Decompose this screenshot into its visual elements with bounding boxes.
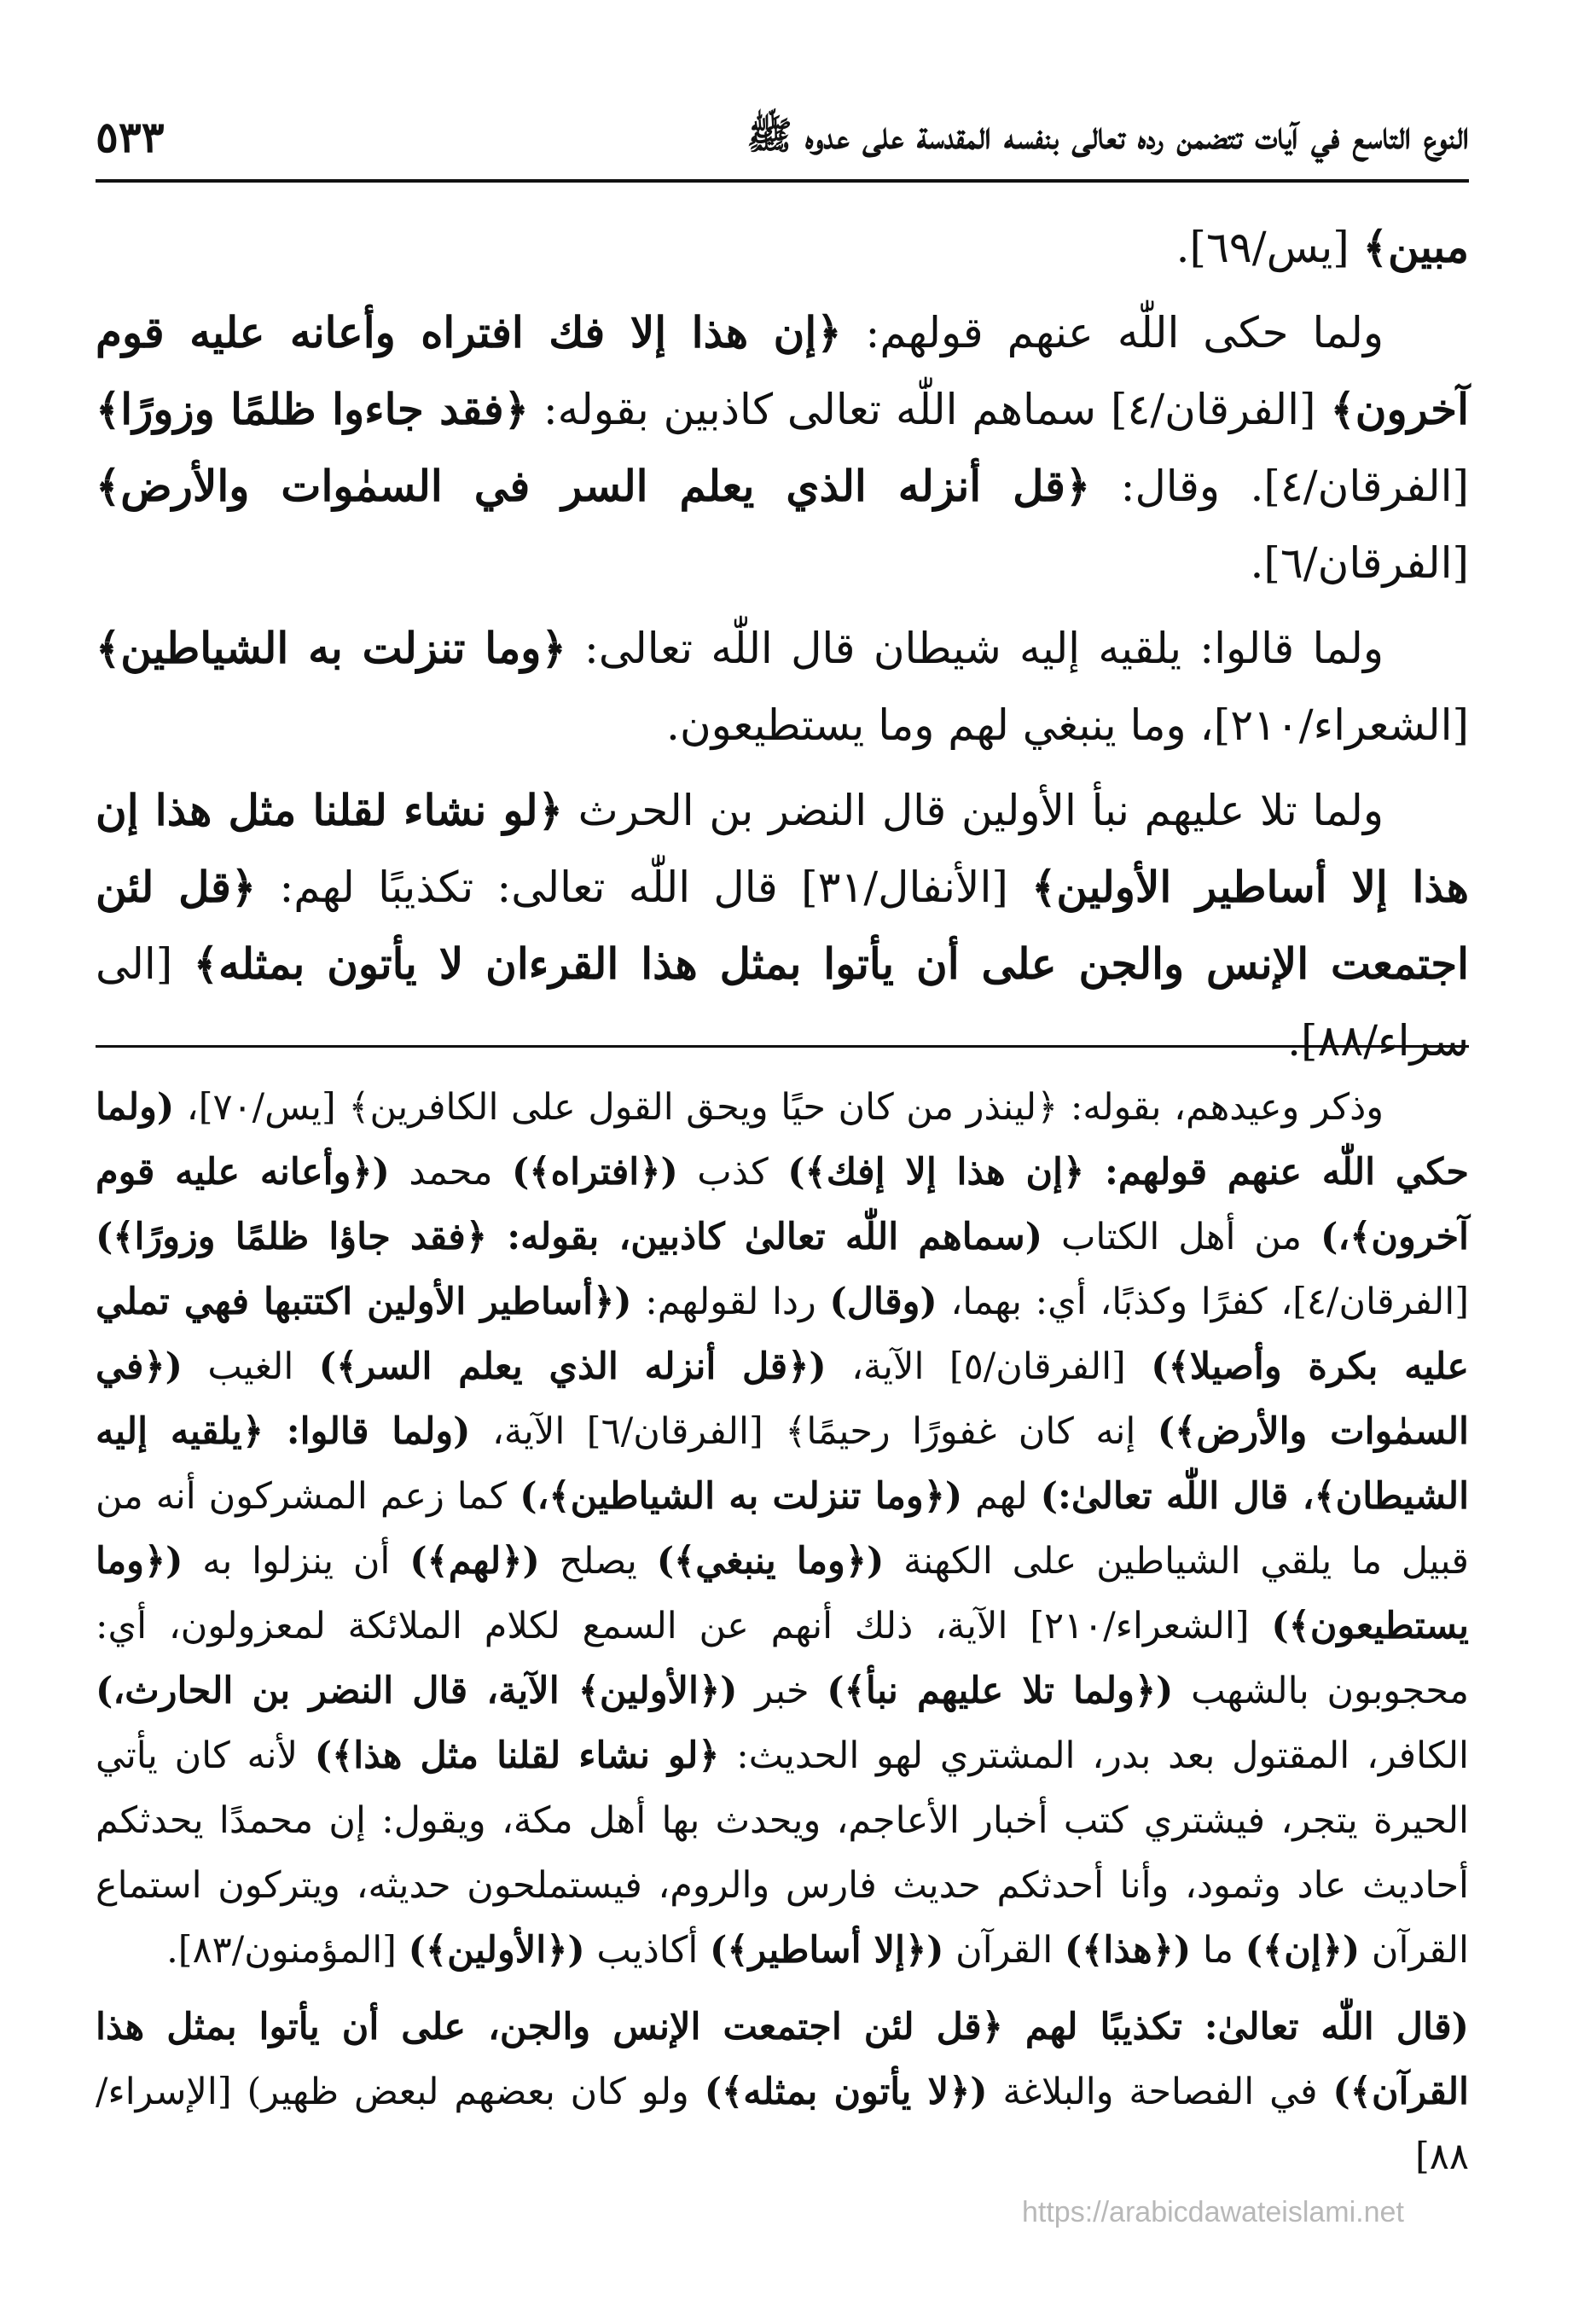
quran-quote: ﴿قل أنزله الذي يعلم السر في السمٰوات والأرض﴾ [96, 461, 1091, 511]
page-header [96, 102, 1469, 171]
quran-quote: (﴿الأولين﴾ الآية، قال النضر بن الحارث،) [96, 1670, 738, 1712]
quran-quote: (﴿وأعانه عليه قوم آخرون﴾،) [96, 1151, 1469, 1258]
quran-quote: (﴿وما تنزلت به الشياطين﴾،) [519, 1475, 963, 1518]
text-segment: [يس/٦٩]. [1175, 223, 1363, 272]
footnote-divider [96, 1045, 1469, 1048]
quran-quote: (ولما حكي اللّٰه عنهم قولهم: ﴿إن هذا إلا إفك﴾) [96, 1086, 1470, 1194]
header-divider [96, 179, 1469, 183]
text-segment: كما زعم المشركون أنه من قبيل ما يلقي الشياطين على الكهنة [96, 1475, 1469, 1583]
quran-quote: (وقال) [829, 1281, 937, 1323]
quran-quote: مبين﴾ [1362, 222, 1469, 272]
text-segment: خبر [737, 1670, 827, 1712]
text-segment: القرآن [943, 1929, 1065, 1972]
text-segment: [الشعراء/٢١٠]، وما ينبغي لهم وما يستطيعون. [666, 700, 1469, 750]
text-segment: أكاذيب [584, 1929, 710, 1972]
text-segment: [يس/٧٠]، [174, 1086, 349, 1129]
commentary-paragraph [96, 1995, 1469, 2189]
quran-quote: (﴿افتراه﴾) [512, 1151, 678, 1194]
text-segment: ردا لقولهم: [631, 1281, 830, 1323]
quran-quote: (ولما قالوا: ﴿يلقيه إليه الشيطان﴾، قال اللّٰه تعالىٰ:) [96, 1410, 1470, 1518]
text-segment: [الفرقان/٤] سماهم اللّٰه تعالى كاذبين بقوله: [528, 385, 1331, 434]
text-segment: وذكر وعيدهم، بقوله: [1058, 1086, 1384, 1129]
text-segment: لهم [962, 1475, 1041, 1518]
quran-quote: (﴿ولما تلا عليهم نبأ﴾) [827, 1670, 1174, 1712]
quran-quote: (﴿الأولين﴾) [408, 1929, 585, 1972]
quran-quote: (﴿في السمٰوات والأرض﴾) [96, 1345, 1469, 1453]
quran-quote: ﴿قل لئن اجتمعت الإنس والجن على أن يأتوا بمثل هذا القرءان لا يأتون بمثله﴾ [96, 862, 1470, 989]
quran-quote: (قال اللّٰه تعالىٰ: تكذيبًا لهم ﴿قل لئن اجتمعت الإنس والجن، على أن يأتوا بمثل هذا القرآن﴾) [96, 2006, 1469, 2113]
quran-quote: ﴿لو نشاء لقلنا مثل هذا إن هذا إلا أساطير الأولين﴾ [96, 785, 1470, 912]
text-segment: يصلح [539, 1540, 657, 1583]
quran-quote: (﴿لهم﴾) [409, 1540, 540, 1583]
text-segment: كذب [677, 1151, 788, 1194]
quran-quote: (﴿إن﴾) [1245, 1929, 1361, 1972]
quran-quote: (﴿هذا﴾) [1064, 1929, 1192, 1972]
text-segment: محمد [389, 1151, 513, 1194]
text-segment: في الفصاحة والبلاغة [987, 2071, 1333, 2113]
text-segment: [الشعراء/٢١٠] الآية، ذلك أنهم عن السمع لكلام الملائكة لمعزولون، أي: محجوبون بالشهب [96, 1605, 1469, 1712]
text-segment: [الفرقان/٤]. وقال: [1090, 462, 1469, 511]
text-segment: من أهل الكتاب [1042, 1216, 1321, 1258]
text-segment: لأنه كان يأتي الحيرة يتجر، فيشتري كتب أخبار الأعاجم، ويحدث بها أهل مكة، ويقول: إن محمدًا يحدثكم أحاديث عاد وثمود، وأنا أحدثكم حديث فارس والروم، فيستملحون حديثه، ويتركون استماع القرآن [96, 1734, 1469, 1972]
text-segment: [الفرقان/٤]، كفرًا وكذبًا، أي: بهما، [937, 1281, 1469, 1323]
quran-quote: (سماهم اللّٰه تعالىٰ كاذبين، بقوله: ﴿فقد جاؤا ظلمًا وزورًا﴾) [96, 1216, 1043, 1258]
quran-quote: ﴿وما تنزلت به الشياطين﴾ [96, 623, 566, 673]
text-segment: ﴿لينذر من كان حيًا ويحق القول على الكافرين﴾ [348, 1086, 1059, 1129]
quran-quote: (﴿إلا أساطير﴾) [709, 1929, 944, 1972]
main-text [96, 209, 1469, 1088]
text-segment: ولو كان بعضهم لبعض ظهير) [الإسراء/٨٨] [96, 2071, 1469, 2178]
quran-quote: ﴿إن هذا إلا فك افتراه وأعانه عليه قوم آخرون﴾ [96, 307, 1469, 434]
running-title: النوع التاسع في آيات تتضمن رده تعالى بنفسه المقدسة على عدوه ﷺ [746, 114, 1469, 158]
text-segment: الغيب [182, 1345, 319, 1388]
text-segment: ولما تلا عليهم نبأ الأولين قال النضر بن الحرث [562, 786, 1384, 835]
watermark-url: https://arabicdawateislami.net [1022, 2196, 1404, 2228]
commentary-text [96, 1075, 1469, 2201]
quran-quote: ﴿لو نشاء لقلنا مثل هذا﴾) [314, 1734, 720, 1777]
main-paragraph [96, 209, 1469, 286]
quran-quote: (﴿وما ينبغي﴾) [656, 1540, 885, 1583]
text-segment: [الفرقان/٦]. [1250, 538, 1469, 588]
text-segment: [الى سراء/٨٨]. [96, 939, 1469, 1066]
quran-quote: (﴿لا يأتون بمثله﴾) [704, 2071, 988, 2113]
text-segment: أن ينزلوا به [183, 1540, 410, 1583]
quran-quote: ﴿فقد جاءوا ظلمًا وزورًا﴾ [96, 384, 529, 434]
main-paragraph [96, 772, 1469, 1079]
quran-quote: (﴿قل أنزله الذي يعلم السر﴾) [318, 1345, 827, 1388]
text-segment: ولما قالوا: يلقيه إليه شيطان قال اللّٰه تعالى: [566, 624, 1384, 673]
page-number: ٥٣٣ [96, 111, 165, 162]
main-paragraph [96, 610, 1469, 764]
text-segment: [المؤمنون/٨٣]. [166, 1929, 409, 1972]
main-paragraph [96, 294, 1469, 601]
text-segment: [الأنفال/٣١] قال اللّٰه تعالى: تكذيبًا لهم: [256, 863, 1032, 912]
text-segment: الكافر، المقتول بعد بدر، المشتري لهو الحديث: [719, 1734, 1469, 1777]
book-page [96, 68, 1469, 2252]
text-segment: [الفرقان/٥] الآية، [826, 1345, 1152, 1388]
text-segment: إنه كان غفورًا رحيمًا﴾ [الفرقان/٦] الآية، [470, 1410, 1158, 1453]
quran-quote: (﴿أساطير الأولين اكتتبها فهي تملي عليه بكرة وأصيلا﴾) [96, 1281, 1469, 1388]
commentary-paragraph [96, 1075, 1469, 1983]
text-segment: ما [1191, 1929, 1245, 1972]
text-segment: ولما حكى اللّٰه عنهم قولهم: [841, 308, 1384, 357]
quran-quote: (﴿وما يستطيعون﴾) [96, 1540, 1469, 1647]
